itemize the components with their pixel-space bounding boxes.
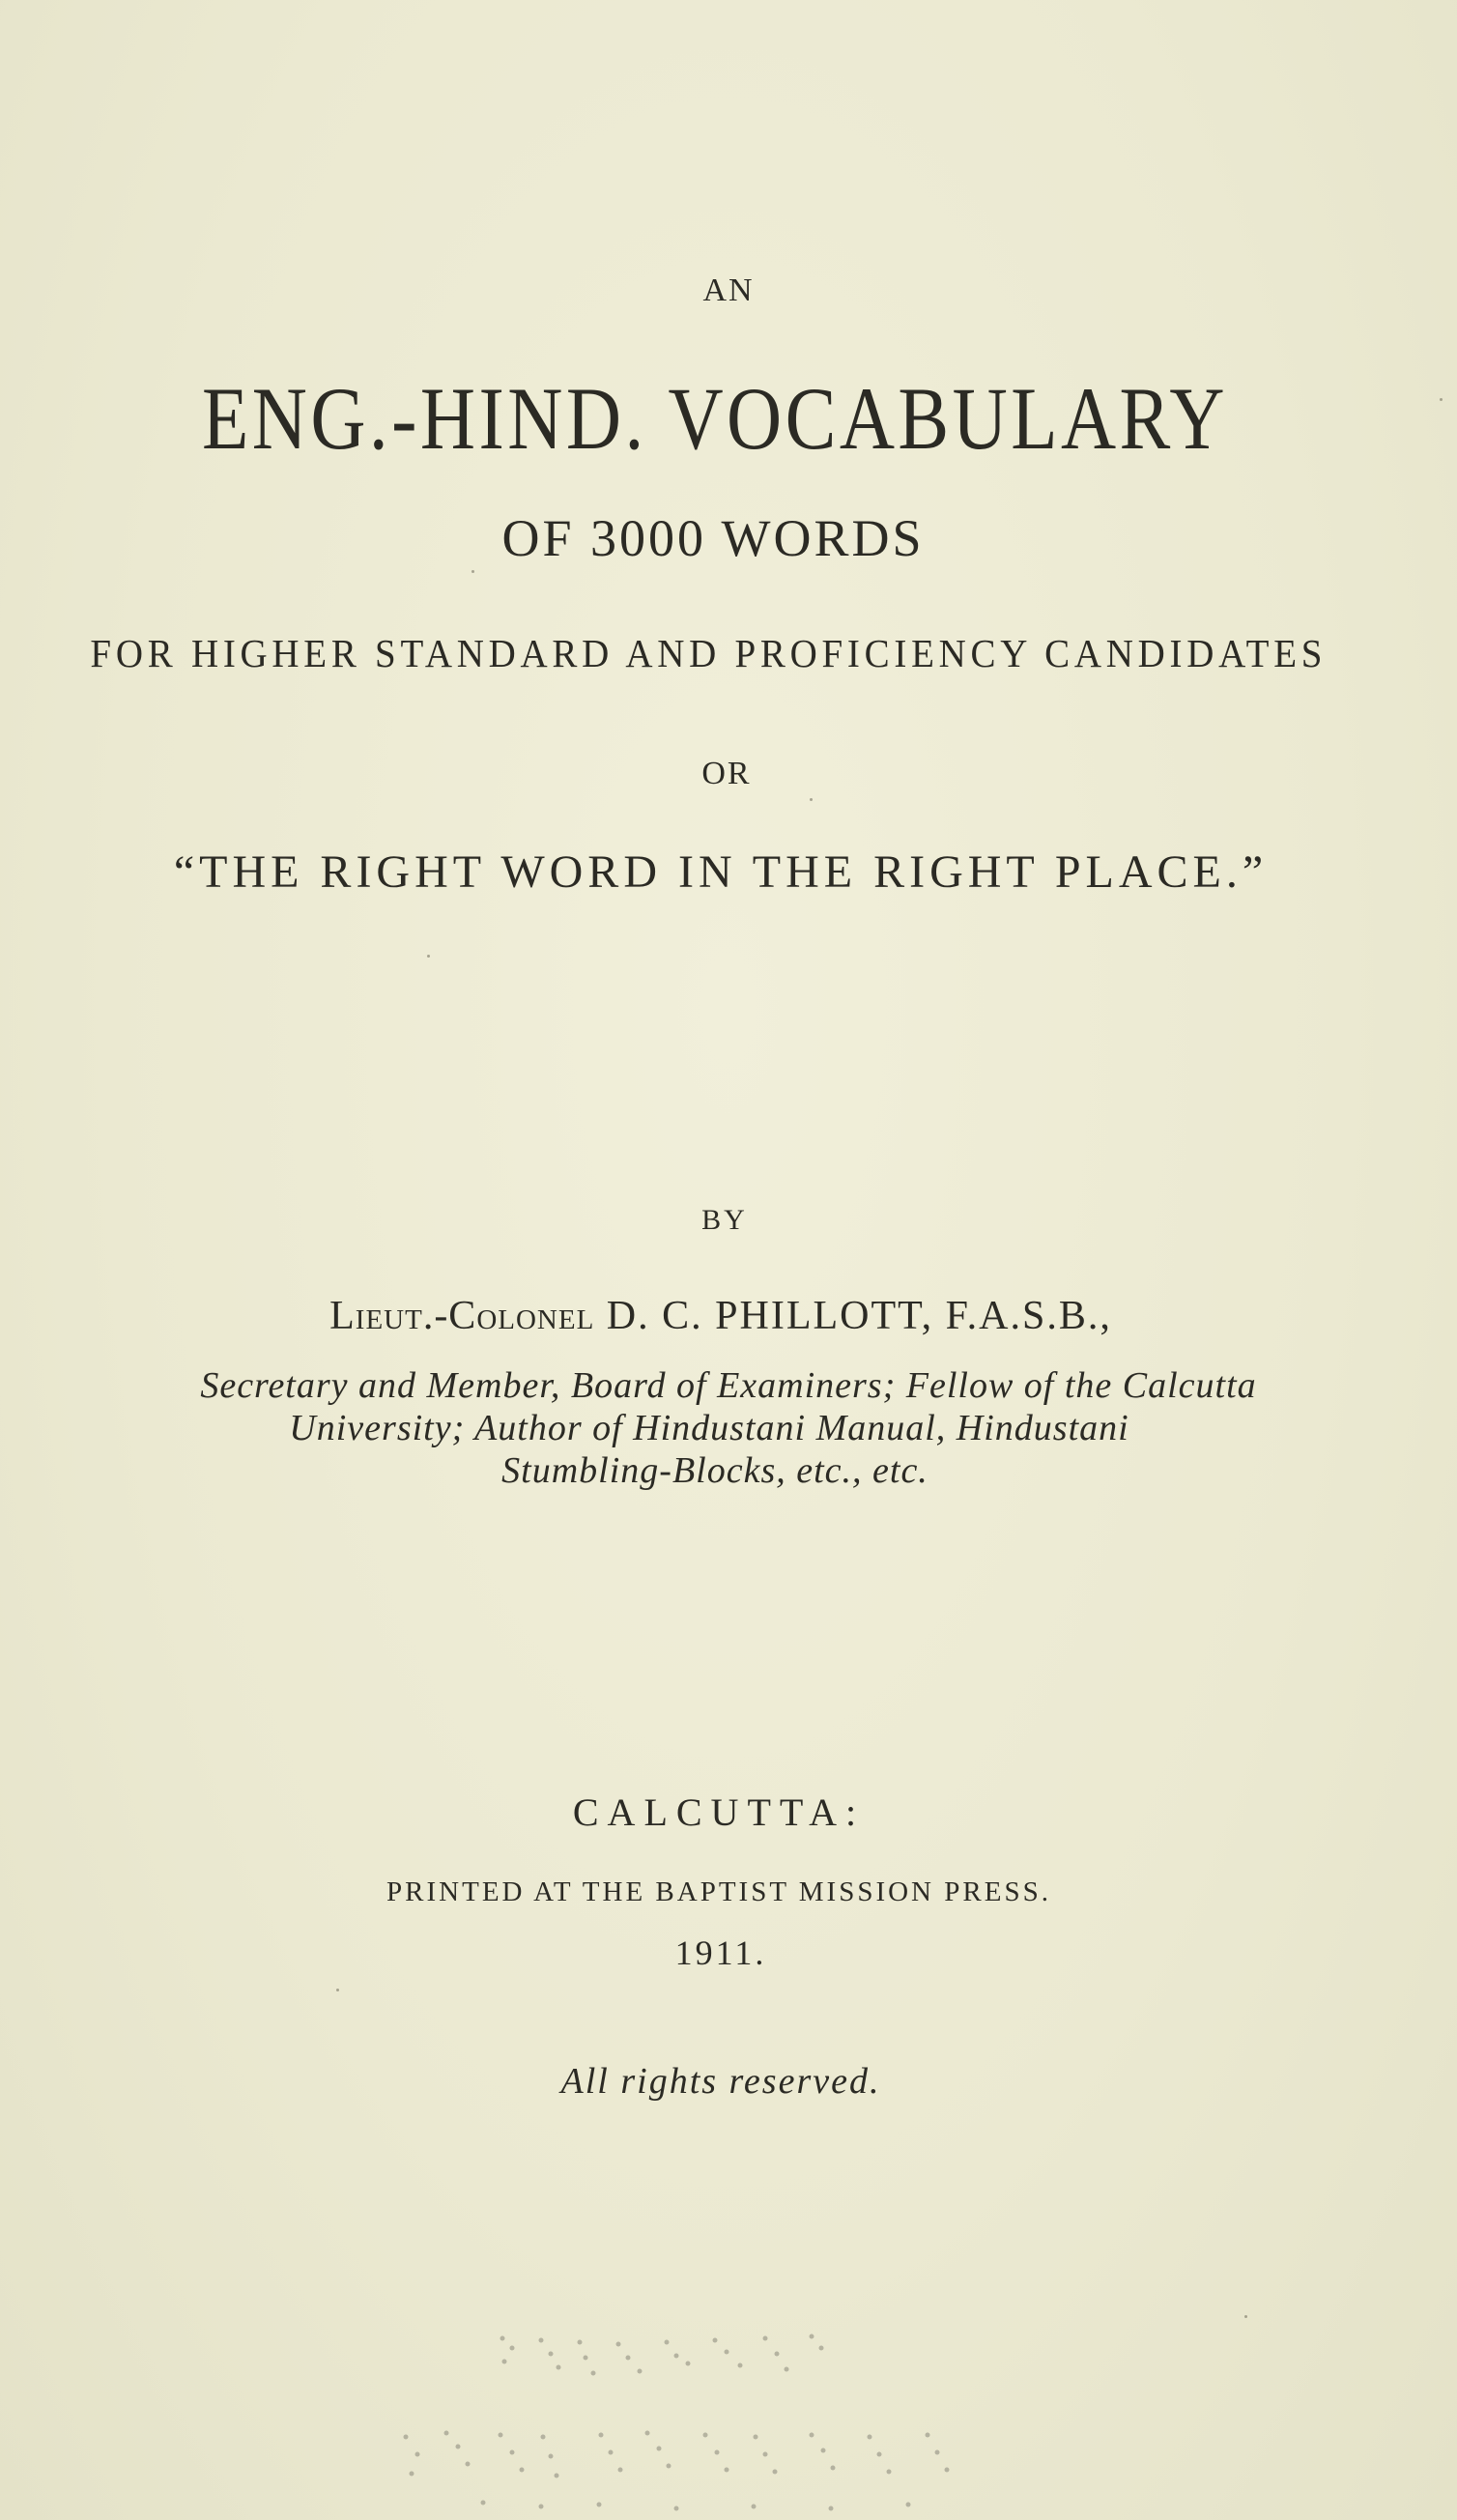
imprint-year: 1911. [674,1933,767,1972]
paper-speck [427,955,430,958]
title-article: AN [702,272,755,308]
alternate-title: “THE RIGHT WORD IN THE RIGHT PLACE.” [173,846,1269,898]
book-subtitle: OF 3000 WORDS [501,509,925,567]
book-title: ENG.-HIND. VOCABULARY [202,369,1228,468]
paper-speck [336,1989,339,1991]
paper-speck [471,570,474,573]
author-rank: Lieut.-Colonel [329,1294,595,1338]
paper-speck [1440,398,1443,401]
paper-speck [810,798,813,801]
paper-speck [1244,2315,1247,2318]
imprint-press: PRINTED AT THE BAPTIST MISSION PRESS. [386,1876,1051,1907]
rights-notice: All rights reserved. [560,2061,881,2102]
author-credentials-line-2: University; Author of Hindustani Manual, Hindustani [289,1408,1129,1448]
author-credentials-line-3: Stumbling-Blocks, etc., etc. [501,1450,928,1491]
author-credentials-line-1: Secretary and Member, Board of Examiners; Fellow of the Calcutta [200,1365,1257,1406]
author-name: D. C. PHILLOTT, F.A.S.B., [606,1294,1112,1338]
or-separator: OR [701,756,752,791]
by-label: BY [701,1204,748,1236]
author-line [0,1293,1449,1339]
imprint-city: CALCUTTA: [572,1790,866,1834]
audience-line: FOR HIGHER STANDARD AND PROFICIENCY CANDIDATES [90,631,1328,675]
perforated-library-stamp [386,2319,986,2520]
